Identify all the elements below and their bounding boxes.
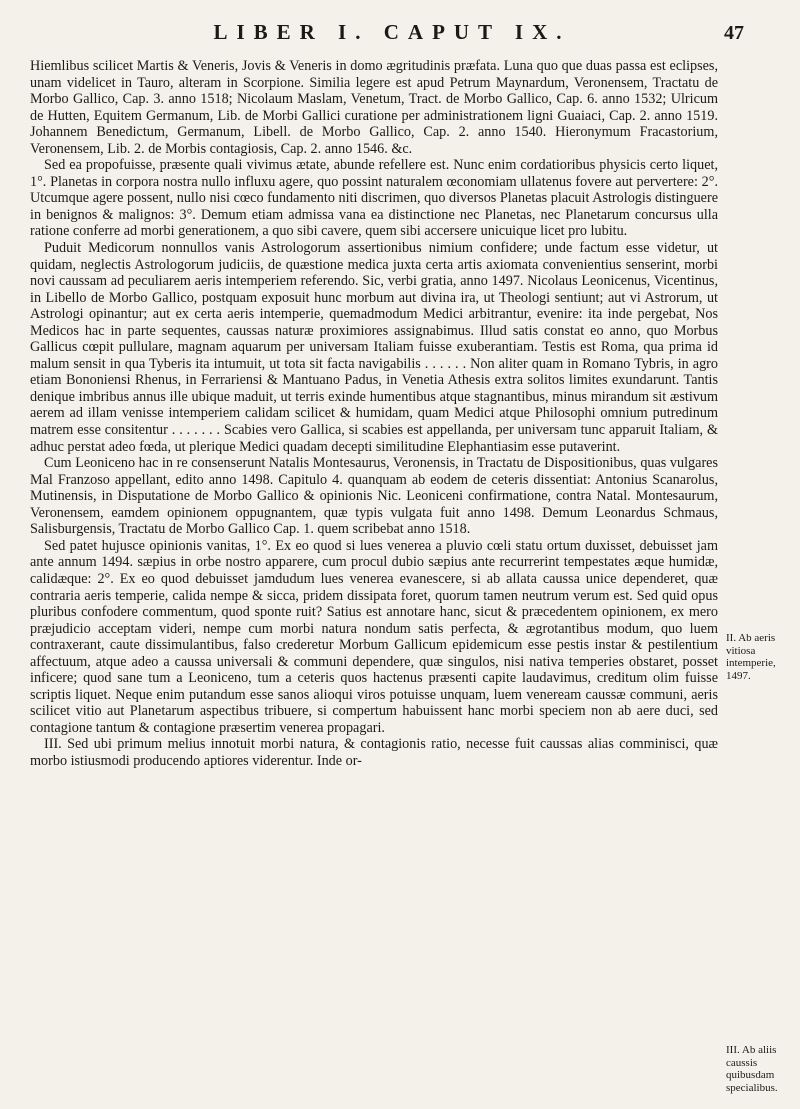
body-text [30,58,718,770]
page-number: 47 [724,22,744,44]
paragraph-leonicenus: Puduit Medicorum nonnullos vanis Astrologorum assertionibus nimium confidere; unde factum esse videtur, ut quidam, neglectis Astrologorum judiciis, de quæstione medica juxta certa artis axiomata convenientius senserint, morbi novi caussam ad peculiarem aeris intemperiem referendo. Sic, verbi gratia, anno 1497. Nicolaus Leonicenus, Vicentinus, in Libello de Morbo Gallico, postquam exposuit hunc morbum aut divina ira, ut Theologi sentiunt; aut vi Astrorum, ut Astrologi opinantur; aut ex certa aeris intemperie, quemadmodum Medici arbitrantur, evenire: ita inde pergebat, Nos Medicos hac in parte sequentes, caussas naturæ proximiores assignabimus. Illud satis constat eo anno, quo Morbus Gallicus cœpit pullulare, magnam aquarum per universam Italiam fuisse exuberantiam. Testis est Roma, qua prima id malum sensit in qua Tyberis ita intumuit, ut tota sit facta navigabilis . . . . . . Non aliter quam in Romano Tybris, in agro etiam Bononiensi Rhenus, in Ferrariensi & Mantuano Padus, in Venetia Athesis extra solitos limites exundarunt. Tantis denique imbribus annus ille ubique maduit, ut terris exinde humentibus atque stagnantibus, minus mirandum sit æstivum aerem ad illam venisse intemperiem calidam scilicet & humidam, quam Medici atque Philosophi omnium putredinum matrem esse consitentur . . . . . . . Scabies vero Gallica, si scabies est appellanda, per universam tunc apparuit Italiam, & adhuc perstat adeo fœda, ut plerique Medici quadam decepti similitudine Elephantiasim esse putaverint. [30,240,718,455]
paragraph-section-iii: III. Sed ubi primum melius innotuit morbi natura, & contagionis ratio, necesse fuit caussas alias comminisci, quæ morbo istiusmodi producendo aptiores viderentur. Inde or- [30,736,718,769]
margin-note-ii: II. Ab aeris vitiosa intemperie, 1497. [726,632,776,682]
paragraph-citations: Hiemlibus scilicet Martis & Veneris, Jovis & Veneris in domo ægritudinis præfata. Luna quo que duas passa est eclipses, unam videlicet in Tauro, alteram in Scorpione. Similia legere est apud Petrum Maynardum, Veronensem, Tractatu de Morbo Gallico, Cap. 3. anno 1518; Nicolaum Maslam, Venetum, Tract. de Morbo Gallico, Cap. 6. anno 1532; Ulricum de Hutten, Equitem Germanum, Lib. de Morbi Gallici curatione per administrationem ligni Guaiaci, Cap. 2. anno 1519. Johannem Benedictum, Germanum, Libell. de Morbo Gallico, Cap. 2. anno 1540. Hieronymum Fracastorium, Veronensem, Lib. 2. de Morbis contagiosis, Cap. 2. anno 1546. &c. [30,58,718,157]
running-head: LIBER I. CAPUT IX. [213,20,571,44]
paragraph-refutation: Sed ea propofuisse, præsente quali vivimus ætate, abunde refellere est. Nunc enim cordatioribus physicis certo liquet, 1°. Planetas in corpora nostra nullo influxu agere, quo possint naturalem œconomiam ullatenus fovere aut pervertere: 2°. Utcumque agere possent, nullo nisi cœco fundamento niti discrimen, quo diversos Planetas placuit Astrologis distinguere in benignos & malignos: 3°. Demum etiam admissa vana ea distinctione nec Planetas, nec Planetarum concursus ulla ratione conferre ad morbi generationem, a quo sibi cavere, quem sibi accersere unicuique licet pro lubitu. [30,157,718,240]
page-header [0,20,800,54]
paragraph-vanity: Sed patet hujusce opinionis vanitas, 1°. Ex eo quod si lues venerea a pluvio cœli statu ortum duxisset, debuisset jam ante annum 1494. sæpius in orbe nostro apparere, cum procul dubio sæpius ante recurrerint tempestates æque humidæ, calidæque: 2°. Ex eo quod debuisset jamdudum lues venerea evanescere, si ab allata caussa unice dependeret, quæ contraria aeris temperie, calida nempe & sicca, pridem dissipata foret, quorum tamen neutrum verum est. Sed quid opus pluribus confodere commentum, quod sponte ruit? Satius est annotare hanc, sicut & præcedentem opinionem, ex mero præjudicio acceptam videri, nempe cum morbi natura nondum satis perfecta, & ægrotantibus modum, quo luem contraxerant, caute dissimulantibus, falso crederetur Morbum Gallicum epidemicum esse pestis instar & pestilentium affectuum, atque adeo a caussa universali & communi dependere, quæ singulos, nisi nativa temperies obstaret, posset inficere; quod sane tum a Leoniceno, tum a ceteris quos hactenus præsenti capite laudavimus, creditum olim fuisse scriptis liquet. Neque enim putandum esse sanos alioqui viros potuisse unquam, luem veneream caussæ communi, aeris scilicet vitio aut Planetarum aspectibus tribuere, si compertum habuissent hanc morbi speciem non ab aere duci, sed contagione tantum & contagione præsertim venerea propagari. [30,537,718,736]
margin-note-iii: III. Ab aliis caussis quibusdam specialibus. [726,1044,778,1094]
paragraph-consenters: Cum Leoniceno hac in re consenserunt Natalis Montesaurus, Veronensis, in Tractatu de Dispositionibus, quas vulgares Mal Franzoso appellant, edito anno 1498. Capitulo 4. quanquam ab eodem de ceteris dissentiat: Antonius Scanarolus, Mutinensis, in Disputatione de Morbo Gallico & opinionis Nic. Leoniceni confirmatione, contra Natal. Montesaurum, Veronensem, eamdem opinionem oppugnantem, quæ typis vulgata fuit anno 1498. Demum Leonardus Schmaus, Salisburgensis, Tractatu de Morbo Gallico Cap. 1. quem scribebat anno 1518. [30,455,718,538]
